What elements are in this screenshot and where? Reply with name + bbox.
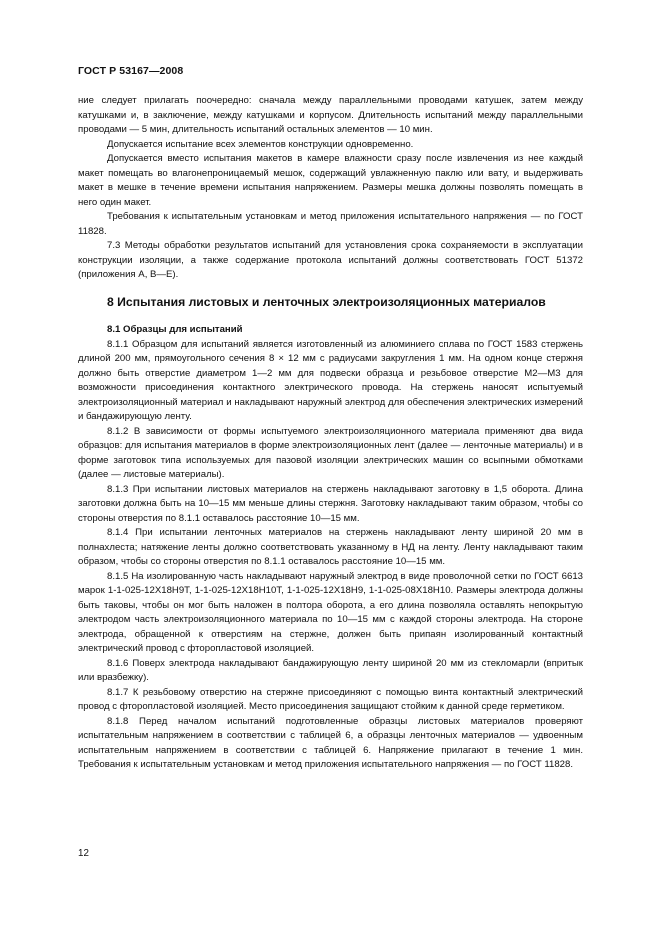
clause-8-1-6: 8.1.6 Поверх электрода накладывают бандажирующую ленту шириной 20 мм из стекломарли (впритык или вразбежку).: [78, 657, 583, 683]
clause-8-1-1: 8.1.1 Образцом для испытаний является изготовленный из алюминиего сплава по ГОСТ 1583 стержень длиной 200 мм, прямоугольного сечения 8 × 12 мм с радиусами закругления 1 мм. На одном конце стержня должно быть отверстие диаметром 1—2 мм для подвески образца и резьбовое отверстие М2—М3 для возможности присоединения контактного электрического провода. На стержень наносят испытуемый электроизоляционный материал и накладывают наружный электрод для обеспечения электрических измерений и бандажирующую ленту.: [78, 338, 583, 422]
paragraph: 7.3 Методы обработки результатов испытаний для установления срока сохраняемости в эксплуатации конструкции изоляции, а также содержание протокола испытаний должны соответствовать ГОСТ 51372 (приложения А, В—Е).: [78, 240, 583, 280]
paragraph: ние следует прилагать поочередно: сначала между параллельными проводами катушек, затем между катушками и, в заключение, между катушками и корпусом. Длительность испытаний между параллельными проводами — 5 мин, длительность испытаний остальных элементов — 10 мин.: [78, 95, 583, 135]
paragraph: Допускается вместо испытания макетов в камере влажности сразу после извлечения из нее каждый макет помещать во влагонепроницаемый мешок, содержащий увлажненную паклю или вату, и выдерживать макет в мешке в течение времени испытания напряжением. Размеры мешка должны позволять помещать в него один макет.: [78, 153, 583, 208]
subsection-title: 8.1 Образцы для испытаний: [107, 324, 243, 335]
clause-8-1-2: 8.1.2 В зависимости от формы испытуемого электроизоляционного материала применяют два вида образцов: для испытания материалов в форме электроизоляционных лент (далее — ленточные материалы) и в форме заготовок типа используемых для пазовой изоляции электрических машин со всыпными обмотками (далее — листовые материалы).: [78, 425, 583, 480]
clause-8-1-7: 8.1.7 К резьбовому отверстию на стержне присоединяют с помощью винта контактный электрический провод с фторопластовой изоляцией. Место присоединения защищают стойким к данной среде герметиком.: [78, 686, 583, 712]
document-body: [78, 94, 583, 773]
page-number: 12: [78, 848, 89, 859]
section-title: 8 Испытания листовых и ленточных электроизоляционных материалов: [107, 294, 546, 309]
clause-8-1-4: 8.1.4 При испытании ленточных материалов на стержень накладывают ленту шириной 20 мм в полнахлеста; натяжение ленты должно соответствовать указанному в НД на ленту. Ленту накладывают таким образом, чтобы со стороны отверстия по 8.1.1 оставалось расстояние 10—15 мм.: [78, 527, 583, 567]
clause-8-1-3: 8.1.3 При испытании листовых материалов на стержень накладывают заготовку в 1,5 оборота. Длина заготовки должна быть на 10—15 мм меньше длины стержня. Заготовку накладывают таким образом, чтобы со стороны отверстия по 8.1.1 оставалось расстояние 10—15 мм.: [78, 483, 583, 524]
paragraph: Требования к испытательным установкам и метод приложения испытательного напряжения — по ГОСТ 11828.: [78, 211, 583, 237]
clause-8-1-8: 8.1.8 Перед началом испытаний подготовленные образцы листовых материалов проверяют испытательным напряжением в соответствии с таблицей 6, а образцы ленточных материалов — удвоенным испытательным напряжением в соответствии с таблицей 6. Напряжение прилагают в течение 1 мин. Требования к испытательным установкам и метод приложения испытательного напряжения — по ГОСТ 11828.: [78, 715, 583, 770]
paragraph: Допускается испытание всех элементов конструкции одновременно.: [107, 138, 414, 150]
document-header: ГОСТ Р 53167—2008: [78, 65, 184, 77]
clause-8-1-5: 8.1.5 На изолированную часть накладывают наружный электрод в виде проволочной сетки по ГОСТ 6613 марок 1-1-025-12Х18Н9Т, 1-1-025-12Х18Н10Т, 1-1-025-12Х18Н9, 1-1-025-08Х18Н10. Размеры электрода должны быть таковы, чтобы он мог быть наложен в полтора оборота, а его длина позволяла оставлять непокрытую электродом часть электроизоляционного материала по 10—15 мм с каждой стороны электрода. На стороне электрода, обращенной к отверстиям на стержне, должен быть припаян изолированный контактный электрический провод с фторопластовой изоляцией.: [78, 570, 583, 654]
